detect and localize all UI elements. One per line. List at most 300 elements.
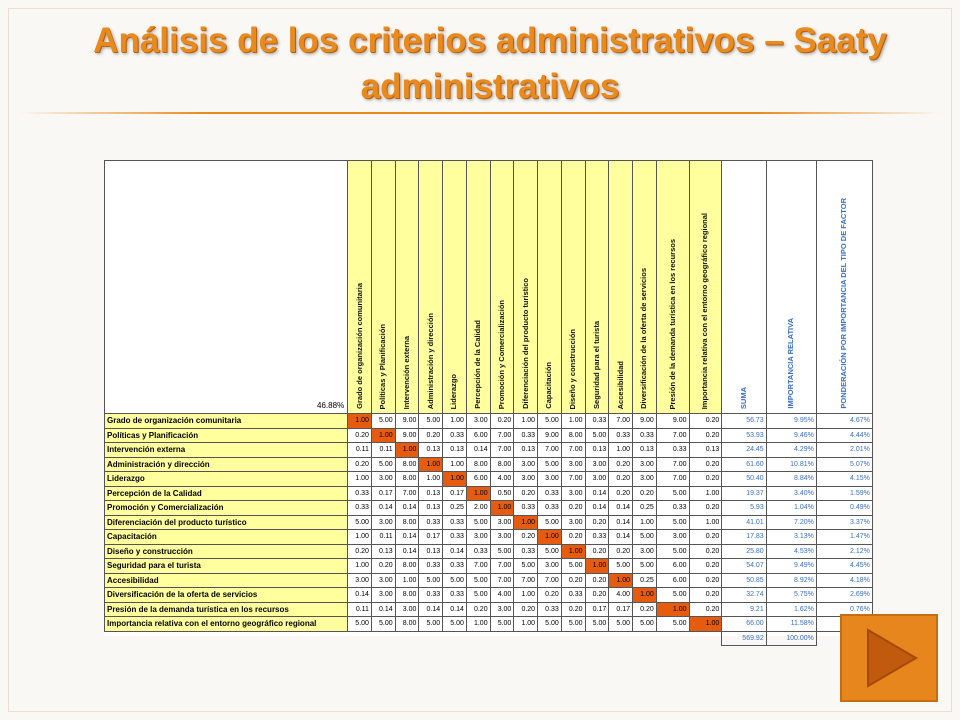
column-header-label: Seguridad para el turista — [591, 321, 601, 409]
matrix-cell: 0.20 — [689, 501, 722, 516]
column-header — [371, 161, 395, 414]
matrix-cell: 0.11 — [371, 443, 395, 458]
ponderacion-cell: 4.18% — [816, 573, 872, 588]
row-label: Accesibilidad — [105, 573, 348, 588]
row-label: Importancia relativa con el entorno geográfico regional — [105, 617, 348, 632]
column-header — [689, 161, 722, 414]
matrix-cell: 0.20 — [609, 457, 633, 472]
suma-cell: 53.93 — [722, 428, 766, 443]
matrix-cell: 5.00 — [656, 588, 689, 603]
matrix-cell: 3.00 — [538, 559, 562, 574]
matrix-cell: 0.13 — [371, 544, 395, 559]
diagonal-cell: 1.00 — [395, 443, 419, 458]
matrix-cell: 7.00 — [538, 573, 562, 588]
summary-header-label: SUMA — [739, 386, 749, 409]
matrix-cell: 5.00 — [656, 617, 689, 632]
matrix-cell: 0.11 — [348, 443, 372, 458]
matrix-cell: 9.00 — [538, 428, 562, 443]
matrix-cell: 7.00 — [609, 414, 633, 429]
slide-title-line-2: administrativos — [360, 67, 620, 106]
matrix-cell: 0.33 — [419, 515, 443, 530]
ponderacion-cell: 5.07% — [816, 457, 872, 472]
matrix-cell: 0.14 — [585, 486, 609, 501]
matrix-cell: 0.33 — [466, 544, 490, 559]
matrix-cell: 0.13 — [689, 443, 722, 458]
suma-cell: 5.93 — [722, 501, 766, 516]
matrix-cell: 5.00 — [371, 617, 395, 632]
matrix-cell: 5.00 — [609, 559, 633, 574]
matrix-cell: 3.00 — [371, 515, 395, 530]
suma-cell: 56.73 — [722, 414, 766, 429]
matrix-cell: 7.00 — [561, 443, 585, 458]
suma-cell: 17.83 — [722, 530, 766, 545]
matrix-cell: 0.33 — [561, 588, 585, 603]
matrix-cell: 0.20 — [585, 515, 609, 530]
matrix-cell: 7.00 — [656, 457, 689, 472]
column-header — [514, 161, 538, 414]
corner-value: 46.88% — [105, 161, 348, 414]
matrix-cell: 0.25 — [633, 501, 657, 516]
ponderacion-cell: 1.47% — [816, 530, 872, 545]
matrix-cell: 5.00 — [585, 617, 609, 632]
matrix-cell: 8.00 — [395, 617, 419, 632]
matrix-cell: 0.20 — [633, 602, 657, 617]
table-row — [105, 602, 873, 617]
matrix-cell: 5.00 — [633, 530, 657, 545]
matrix-cell: 1.00 — [633, 515, 657, 530]
ponderacion-cell: 4.44% — [816, 428, 872, 443]
diagonal-cell: 1.00 — [419, 457, 443, 472]
matrix-cell: 0.20 — [514, 602, 538, 617]
matrix-cell: 0.20 — [514, 486, 538, 501]
matrix-cell: 0.14 — [395, 530, 419, 545]
matrix-cell: 8.00 — [395, 457, 419, 472]
matrix-cell: 0.14 — [609, 530, 633, 545]
importancia-relativa-header — [766, 161, 816, 414]
column-header-label: Capacitación — [544, 362, 554, 409]
matrix-cell: 3.00 — [466, 530, 490, 545]
matrix-cell: 0.14 — [466, 443, 490, 458]
matrix-cell: 3.00 — [585, 457, 609, 472]
matrix-cell: 0.20 — [633, 486, 657, 501]
matrix-cell: 0.33 — [514, 501, 538, 516]
column-header-label: Diversificación de la oferta de servicios — [639, 268, 649, 409]
matrix-cell: 6.00 — [656, 573, 689, 588]
matrix-cell: 3.00 — [633, 472, 657, 487]
diagonal-cell: 1.00 — [490, 501, 514, 516]
ponderacion-cell: 3.37% — [816, 515, 872, 530]
matrix-cell: 5.00 — [538, 544, 562, 559]
matrix-cell: 6.00 — [466, 472, 490, 487]
matrix-cell: 0.20 — [689, 428, 722, 443]
matrix-cell: 0.33 — [538, 501, 562, 516]
diagonal-cell: 1.00 — [371, 428, 395, 443]
matrix-cell: 5.00 — [514, 559, 538, 574]
matrix-cell: 0.13 — [443, 443, 467, 458]
matrix-cell: 7.00 — [656, 472, 689, 487]
matrix-cell: 0.20 — [538, 588, 562, 603]
table-row — [105, 573, 873, 588]
matrix-cell: 0.33 — [656, 501, 689, 516]
row-label: Seguridad para el turista — [105, 559, 348, 574]
matrix-cell: 5.00 — [419, 573, 443, 588]
row-label: Diseño y construcción — [105, 544, 348, 559]
matrix-cell: 3.00 — [371, 472, 395, 487]
importancia-relativa-cell: 4.53% — [766, 544, 816, 559]
matrix-cell: 1.00 — [419, 472, 443, 487]
matrix-cell: 7.00 — [656, 428, 689, 443]
matrix-cell: 5.00 — [490, 617, 514, 632]
matrix-cell: 5.00 — [419, 414, 443, 429]
matrix-cell: 0.20 — [689, 472, 722, 487]
diagonal-cell: 1.00 — [514, 515, 538, 530]
matrix-cell: 0.17 — [443, 486, 467, 501]
matrix-cell: 0.20 — [561, 530, 585, 545]
matrix-cell: 1.00 — [561, 414, 585, 429]
matrix-cell: 5.00 — [656, 544, 689, 559]
matrix-cell: 0.14 — [609, 501, 633, 516]
matrix-cell: 5.00 — [348, 515, 372, 530]
importancia-relativa-cell: 10.81% — [766, 457, 816, 472]
next-slide-button[interactable] — [840, 614, 938, 702]
matrix-cell: 4.00 — [490, 472, 514, 487]
table-row — [105, 501, 873, 516]
matrix-cell: 5.00 — [561, 617, 585, 632]
matrix-cell: 7.00 — [490, 443, 514, 458]
matrix-cell: 1.00 — [514, 414, 538, 429]
matrix-cell: 9.00 — [395, 414, 419, 429]
matrix-cell: 1.00 — [348, 472, 372, 487]
matrix-cell: 1.00 — [689, 515, 722, 530]
table-row — [105, 559, 873, 574]
diagonal-cell: 1.00 — [656, 602, 689, 617]
suma-cell: 19.37 — [722, 486, 766, 501]
row-label: Diversificación de la oferta de servicios — [105, 588, 348, 603]
matrix-cell: 0.33 — [348, 501, 372, 516]
matrix-cell: 0.13 — [514, 443, 538, 458]
matrix-cell: 0.20 — [585, 573, 609, 588]
matrix-cell: 3.00 — [656, 530, 689, 545]
matrix-cell: 0.14 — [395, 501, 419, 516]
matrix-cell: 0.11 — [371, 530, 395, 545]
matrix-cell: 0.20 — [371, 559, 395, 574]
matrix-cell: 1.00 — [443, 457, 467, 472]
suma-cell: 24.45 — [722, 443, 766, 458]
matrix-cell: 3.00 — [514, 457, 538, 472]
column-header-label: Accesibilidad — [615, 360, 625, 409]
matrix-cell: 7.00 — [561, 472, 585, 487]
suma-total: 569.92 — [722, 631, 766, 645]
matrix-cell: 5.00 — [609, 617, 633, 632]
table-row — [105, 486, 873, 501]
column-header — [490, 161, 514, 414]
matrix-cell: 0.14 — [609, 515, 633, 530]
importancia-relativa-cell: 9.46% — [766, 428, 816, 443]
matrix-cell: 0.33 — [633, 428, 657, 443]
matrix-cell: 0.20 — [689, 602, 722, 617]
suma-header — [722, 161, 766, 414]
importancia-relativa-cell: 9.49% — [766, 559, 816, 574]
ponderacion-cell: 4.45% — [816, 559, 872, 574]
matrix-cell: 0.33 — [585, 414, 609, 429]
matrix-cell: 1.00 — [514, 588, 538, 603]
diagonal-cell: 1.00 — [585, 559, 609, 574]
matrix-cell: 0.13 — [633, 443, 657, 458]
row-label: Administración y dirección — [105, 457, 348, 472]
matrix-cell: 5.00 — [419, 617, 443, 632]
matrix-cell: 0.33 — [443, 588, 467, 603]
ponderacion-cell: 2.01% — [816, 443, 872, 458]
matrix-cell: 8.00 — [395, 588, 419, 603]
matrix-cell: 9.00 — [656, 414, 689, 429]
matrix-cell: 3.00 — [348, 573, 372, 588]
table-row — [105, 443, 873, 458]
matrix-cell: 5.00 — [656, 486, 689, 501]
matrix-cell: 5.00 — [561, 559, 585, 574]
matrix-cell: 0.33 — [656, 443, 689, 458]
matrix-cell: 3.00 — [514, 472, 538, 487]
matrix-cell: 7.00 — [490, 573, 514, 588]
matrix-cell: 0.20 — [609, 472, 633, 487]
table-row — [105, 544, 873, 559]
ponderacion-cell: 1.59% — [816, 486, 872, 501]
matrix-cell: 0.20 — [689, 530, 722, 545]
totals-row — [105, 631, 873, 645]
matrix-cell: 1.00 — [443, 414, 467, 429]
matrix-cell: 7.00 — [490, 559, 514, 574]
matrix-cell: 0.33 — [443, 530, 467, 545]
diagonal-cell: 1.00 — [466, 486, 490, 501]
diagonal-cell: 1.00 — [443, 472, 467, 487]
table-row — [105, 588, 873, 603]
matrix-cell: 0.20 — [689, 457, 722, 472]
matrix-cell: 0.25 — [633, 573, 657, 588]
column-header-label: Promoción y Comercialización — [496, 299, 506, 409]
matrix-cell: 5.00 — [585, 428, 609, 443]
column-header-label: Administración y dirección — [425, 312, 435, 409]
matrix-cell: 7.00 — [490, 428, 514, 443]
matrix-cell: 4.00 — [490, 588, 514, 603]
column-header-label: Diseño y construcción — [568, 328, 578, 409]
matrix-cell: 1.00 — [348, 559, 372, 574]
matrix-cell: 0.33 — [419, 588, 443, 603]
matrix-cell: 0.17 — [609, 602, 633, 617]
column-header — [348, 161, 372, 414]
table-row — [105, 414, 873, 429]
row-label: Promoción y Comercialización — [105, 501, 348, 516]
matrix-cell: 5.00 — [538, 617, 562, 632]
matrix-cell: 2.00 — [466, 501, 490, 516]
matrix-cell: 5.00 — [348, 617, 372, 632]
matrix-cell: 0.20 — [585, 588, 609, 603]
totals-spacer — [105, 631, 722, 645]
header-row — [105, 161, 873, 414]
table-row — [105, 515, 873, 530]
column-header-label: Intervención externa — [402, 335, 412, 409]
matrix-cell: 5.00 — [656, 515, 689, 530]
matrix-cell: 0.20 — [490, 414, 514, 429]
matrix-cell: 0.14 — [585, 501, 609, 516]
matrix-cell: 8.00 — [395, 515, 419, 530]
importancia-relativa-cell: 1.62% — [766, 602, 816, 617]
slide-title-line-1: Análisis de los criterios administrativos – Saaty — [93, 21, 887, 60]
matrix-cell: 0.20 — [689, 544, 722, 559]
matrix-cell: 5.00 — [443, 573, 467, 588]
matrix-cell: 0.11 — [348, 602, 372, 617]
matrix-cell: 1.00 — [348, 530, 372, 545]
importancia-relativa-cell: 3.40% — [766, 486, 816, 501]
row-label: Percepción de la Calidad — [105, 486, 348, 501]
matrix-cell: 0.33 — [443, 515, 467, 530]
row-label: Grado de organización comunitaria — [105, 414, 348, 429]
suma-cell: 54.07 — [722, 559, 766, 574]
column-header — [443, 161, 467, 414]
matrix-cell: 1.00 — [466, 617, 490, 632]
diagonal-cell: 1.00 — [561, 544, 585, 559]
matrix-cell: 5.00 — [443, 617, 467, 632]
importancia-relativa-cell: 9.95% — [766, 414, 816, 429]
matrix-cell: 3.00 — [633, 457, 657, 472]
row-label: Políticas y Planificación — [105, 428, 348, 443]
matrix-cell: 0.17 — [371, 486, 395, 501]
suma-cell: 61.60 — [722, 457, 766, 472]
importancia-relativa-cell: 11.58% — [766, 617, 816, 632]
matrix-cell: 5.00 — [466, 515, 490, 530]
matrix-cell: 0.20 — [561, 602, 585, 617]
table-row — [105, 472, 873, 487]
matrix-cell: 0.20 — [609, 544, 633, 559]
matrix-cell: 5.00 — [538, 515, 562, 530]
matrix-cell: 0.13 — [419, 544, 443, 559]
matrix-cell: 3.00 — [538, 472, 562, 487]
ponderacion-cell: 4.15% — [816, 472, 872, 487]
matrix-cell: 3.00 — [395, 602, 419, 617]
matrix-cell: 8.00 — [466, 457, 490, 472]
table-row — [105, 428, 873, 443]
importancia-relativa-total: 100.00% — [766, 631, 816, 645]
matrix-cell: 0.33 — [514, 544, 538, 559]
matrix-cell: 0.20 — [419, 428, 443, 443]
suma-cell: 66.00 — [722, 617, 766, 632]
suma-cell: 9.21 — [722, 602, 766, 617]
row-label: Liderazgo — [105, 472, 348, 487]
matrix-cell: 0.14 — [371, 602, 395, 617]
ponderacion-cell: 2.69% — [816, 588, 872, 603]
saaty-table — [104, 160, 873, 646]
matrix-cell: 6.00 — [656, 559, 689, 574]
importancia-relativa-cell: 3.13% — [766, 530, 816, 545]
matrix-cell: 5.00 — [371, 414, 395, 429]
matrix-cell: 0.14 — [419, 602, 443, 617]
matrix-cell: 5.00 — [538, 457, 562, 472]
matrix-cell: 1.00 — [395, 573, 419, 588]
importancia-relativa-cell: 1.04% — [766, 501, 816, 516]
matrix-cell: 0.33 — [443, 428, 467, 443]
matrix-cell: 3.00 — [585, 472, 609, 487]
matrix-cell: 0.20 — [609, 486, 633, 501]
ponderacion-cell: 2.12% — [816, 544, 872, 559]
column-header — [633, 161, 657, 414]
matrix-cell: 0.33 — [538, 486, 562, 501]
importancia-relativa-cell: 8.92% — [766, 573, 816, 588]
table-row — [105, 457, 873, 472]
matrix-cell: 0.20 — [585, 544, 609, 559]
matrix-cell: 0.20 — [466, 602, 490, 617]
matrix-cell: 6.00 — [466, 428, 490, 443]
matrix-cell: 8.00 — [561, 428, 585, 443]
matrix-cell: 7.00 — [466, 559, 490, 574]
row-label: Intervención externa — [105, 443, 348, 458]
column-header — [561, 161, 585, 414]
play-arrow-icon — [842, 616, 936, 700]
summary-header-label: PONDERACIÓN POR IMPORTANCIA DEL TIPO DE FACTOR — [839, 198, 849, 409]
matrix-cell: 5.00 — [490, 544, 514, 559]
matrix-cell: 9.00 — [395, 428, 419, 443]
importancia-relativa-cell: 8.84% — [766, 472, 816, 487]
matrix-cell: 0.33 — [443, 559, 467, 574]
matrix-cell: 8.00 — [395, 472, 419, 487]
column-header-label: Importancia relativa con el entorno geográfico regional — [700, 212, 710, 409]
matrix-cell: 0.20 — [689, 588, 722, 603]
matrix-cell: 3.00 — [371, 573, 395, 588]
matrix-cell: 0.50 — [490, 486, 514, 501]
matrix-cell: 5.00 — [466, 573, 490, 588]
column-header-label: Diferenciación del producto turístico — [520, 278, 530, 409]
suma-cell: 41.01 — [722, 515, 766, 530]
matrix-cell: 7.00 — [514, 573, 538, 588]
diagonal-cell: 1.00 — [689, 617, 722, 632]
row-label: Presión de la demanda turística en los recursos — [105, 602, 348, 617]
matrix-cell: 0.33 — [538, 602, 562, 617]
matrix-cell: 3.00 — [490, 530, 514, 545]
matrix-cell: 0.14 — [443, 544, 467, 559]
ponderacion-cell: 0.76% — [816, 602, 872, 617]
summary-header-label: IMPORTANCIA RELATIVA — [786, 318, 796, 409]
matrix-cell: 5.00 — [538, 414, 562, 429]
matrix-cell: 0.20 — [689, 573, 722, 588]
matrix-cell: 3.00 — [371, 588, 395, 603]
matrix-cell: 3.00 — [561, 515, 585, 530]
column-header — [538, 161, 562, 414]
column-header-label: Políticas y Planificación — [378, 323, 388, 409]
column-header — [419, 161, 443, 414]
column-header-label: Grado de organización comunitaria — [354, 283, 364, 409]
matrix-cell: 3.00 — [466, 414, 490, 429]
matrix-cell: 0.13 — [419, 501, 443, 516]
row-label: Diferenciación del producto turístico — [105, 515, 348, 530]
matrix-cell: 0.20 — [561, 573, 585, 588]
matrix-cell: 0.20 — [561, 501, 585, 516]
matrix-cell: 0.17 — [419, 530, 443, 545]
matrix-cell: 0.14 — [348, 588, 372, 603]
column-header-label: Liderazgo — [449, 373, 459, 409]
matrix-cell: 1.00 — [689, 486, 722, 501]
matrix-cell: 3.00 — [561, 486, 585, 501]
matrix-cell: 0.20 — [514, 530, 538, 545]
table-row — [105, 530, 873, 545]
suma-cell: 50.85 — [722, 573, 766, 588]
importancia-relativa-cell: 5.75% — [766, 588, 816, 603]
matrix-cell: 0.33 — [419, 559, 443, 574]
column-header — [466, 161, 490, 414]
column-header — [609, 161, 633, 414]
matrix-cell: 0.13 — [419, 443, 443, 458]
row-label: Capacitación — [105, 530, 348, 545]
diagonal-cell: 1.00 — [538, 530, 562, 545]
matrix-cell: 0.14 — [395, 544, 419, 559]
matrix-cell: 0.20 — [689, 559, 722, 574]
matrix-cell: 3.00 — [490, 515, 514, 530]
